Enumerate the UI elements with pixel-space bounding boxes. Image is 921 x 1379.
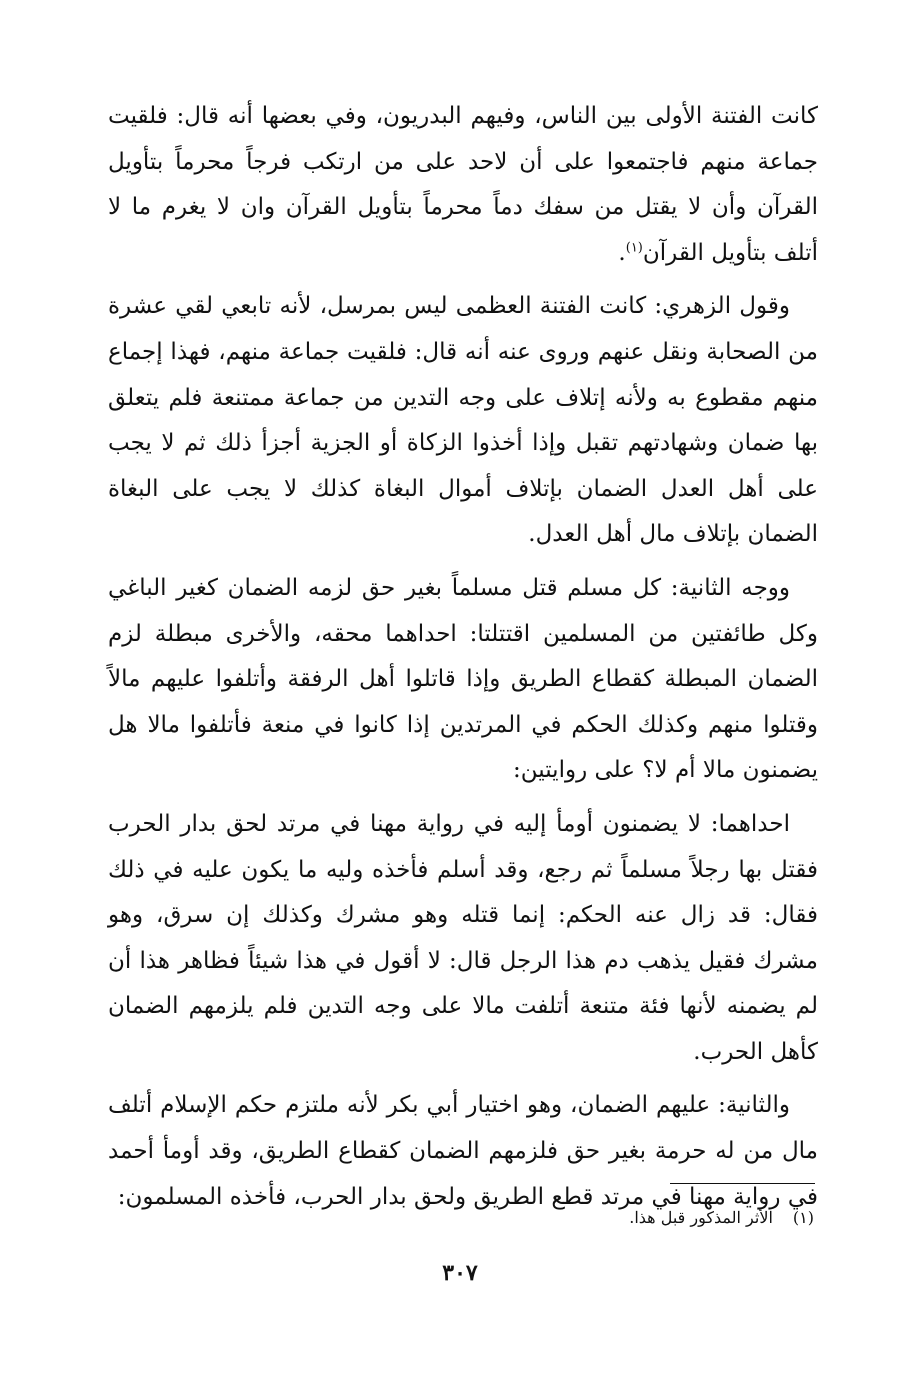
page-number: ٣٠٧ [442, 1260, 478, 1286]
footnote-text: الأثر المذكور قبل هذا. [629, 1208, 773, 1227]
paragraph-3: ووجه الثانية: كل مسلم قتل مسلماً بغير حق لزمه الضمان كغير الباغي وكل طائفتين من المسلمين اقتتلتا: احداهما محقه، والأخرى مبطلة لزم الضمان المبطلة كقطاع الطريق وإذا قاتلوا أهل الرفقة وأتلفوا عليهم مالاً وقتلوا منهم وكذلك الحكم في المرتدين إذا كانوا في منعة فأتلفوا مالا هل يضمنون مالا أم لا؟ على روايتين: [108, 574, 818, 784]
paragraph-5: والثانية: عليهم الضمان، وهو اختيار أبي بكر لأنه ملتزم حكم الإسلام أتلف مال من له حرمة بغير حق فلزمهم الضمان كقطاع الطريق، وقد أومأ أحمد في رواية مهنا في مرتد قطع الطريق ولحق بدار الحرب، فأخذه المسلمون: [108, 1092, 818, 1210]
paragraph-1-text: كانت الفتنة الأولى بين الناس، وفيهم البدريون، وفي بعضها أنه قال: فلقيت جماعة منهم فاجتمعوا على أن لاحد على من ارتكب فرجاً محرماً بتأويل القرآن وأن لا يقتل من سفك دماً محرماً بتأويل القرآن وان لا يغرم ما لا أتلف بتأويل القرآن [108, 103, 818, 266]
paragraph-1 [108, 94, 818, 276]
page-body [108, 94, 818, 1220]
paragraph-1-end: . [618, 239, 626, 266]
paragraph-2: وقول الزهري: كانت الفتنة العظمى ليس بمرسل، لأنه تابعي لقي عشرة من الصحابة ونقل عنهم وروى عنه أنه قال: فلقيت جماعة منهم، فهذا إجماع منهم مقطوع به ولأنه إتلاف على وجه التدين من جماعة ممتنعة فلم يتعلق بها ضمان وشهادتهم تقبل وإذا أخذوا الزكاة أو الجزية أجزأ ذلك ثم لا يجب على أهل العدل الضمان بإتلاف أموال البغاة كذلك لا يجب على البغاة الضمان بإتلاف مال أهل العدل. [108, 293, 818, 548]
footnote-reference[interactable]: (١) [625, 240, 643, 256]
paragraph-4: احداهما: لا يضمنون أومأ إليه في رواية مهنا في مرتد لحق بدار الحرب فقتل بها رجلاً مسلماً ثم رجع، وقد أسلم فأخذه وليه ما يكون عليه في ذلك فقال: قد زال عنه الحكم: إنما قتله وهو مشرك وكذلك إن سرق، وهو مشرك فقيل يذهب دم هذا الرجل قال: لا أقول في هذا شيئاً فظاهر هذا أن لم يضمنه لأنها فئة متنعة أتلفت مالا على وجه التدين فلم يلزمهم الضمان كأهل الحرب. [108, 810, 818, 1065]
footnote-mark: (١) [792, 1208, 814, 1227]
footnote [400, 1206, 814, 1230]
footnote-divider [670, 1183, 815, 1184]
